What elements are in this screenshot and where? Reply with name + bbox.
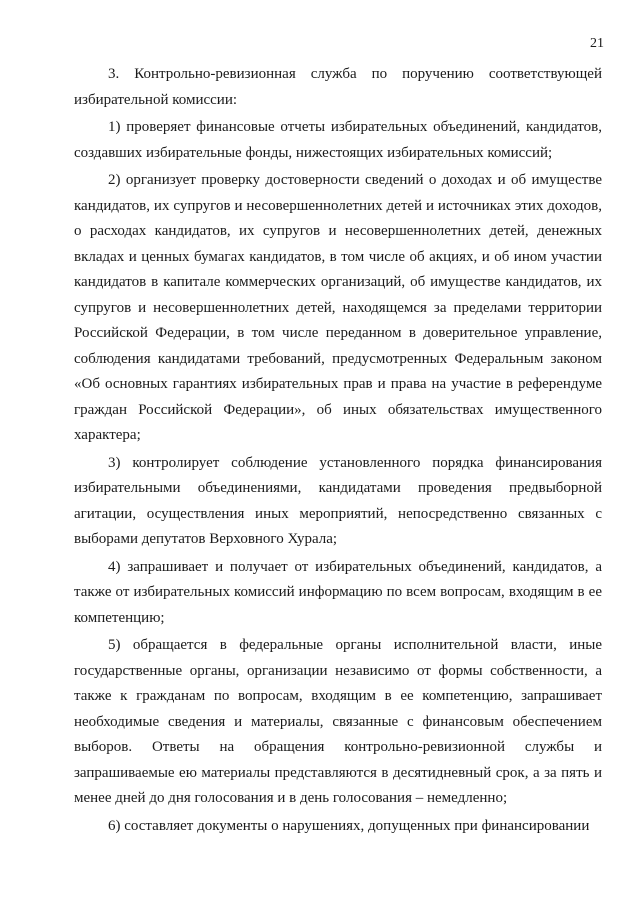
paragraph-item-3: 3. Контрольно-ревизионная служба по поручению соответствующей избирательной комиссии: bbox=[74, 66, 602, 108]
document-body bbox=[74, 62, 602, 841]
page-number: 21 bbox=[590, 36, 604, 51]
paragraph-subitem-3: 3) контролирует соблюдение установленного порядка финансирования избирательными объединениями, кандидатами проведения предвыборной агитации, осуществления иных мероприятий, непосредственно связанных с выборами депутатов Верховного Хурала; bbox=[74, 454, 602, 547]
paragraph-subitem-1: 1) проверяет финансовые отчеты избирательных объединений, кандидатов, создавших избирательные фонды, нижестоящих избирательных комиссий; bbox=[74, 119, 602, 161]
paragraph-subitem-5: 5) обращается в федеральные органы исполнительной власти, иные государственные органы, организации независимо от формы собственности, а также к гражданам по вопросам, входящим в ее компетенцию, запрашивает необходимые сведения и материалы, связанные с финансовым обеспечением выборов. Ответы на обращения контрольно-ревизионной службы и запрашиваемые ею материалы представляются в десятидневный срок, а за пять и менее дней до дня голосования и в день голосования – немедленно; bbox=[74, 637, 602, 806]
paragraph-subitem-6: 6) составляет документы о нарушениях, допущенных при финансировании bbox=[108, 817, 590, 834]
paragraph-subitem-2: 2) организует проверку достоверности сведений о доходах и об имуществе кандидатов, их супругов и несовершеннолетних детей и источниках этих доходов, о расходах кандидатов, их супругов и несовершеннолетних детей, денежных вкладах и ценных бумагах кандидатов, в том числе об акциях, и об ином участии кандидатов в капитале коммерческих организаций, об имуществе кандидатов, их супругов и несовершеннолетних детей, находящемся за пределами территории Российской Федерации, в том числе переданном в доверительное управление, соблюдения кандидатами требований, предусмотренных Федеральным законом «Об основных гарантиях избирательных прав и права на участие в референдуме граждан Российской Федерации», об иных обязательствах имущественного характера; bbox=[74, 172, 602, 443]
paragraph-subitem-4: 4) запрашивает и получает от избирательных объединений, кандидатов, а также от избирательных комиссий информацию по всем вопросам, входящим в ее компетенцию; bbox=[74, 558, 602, 626]
